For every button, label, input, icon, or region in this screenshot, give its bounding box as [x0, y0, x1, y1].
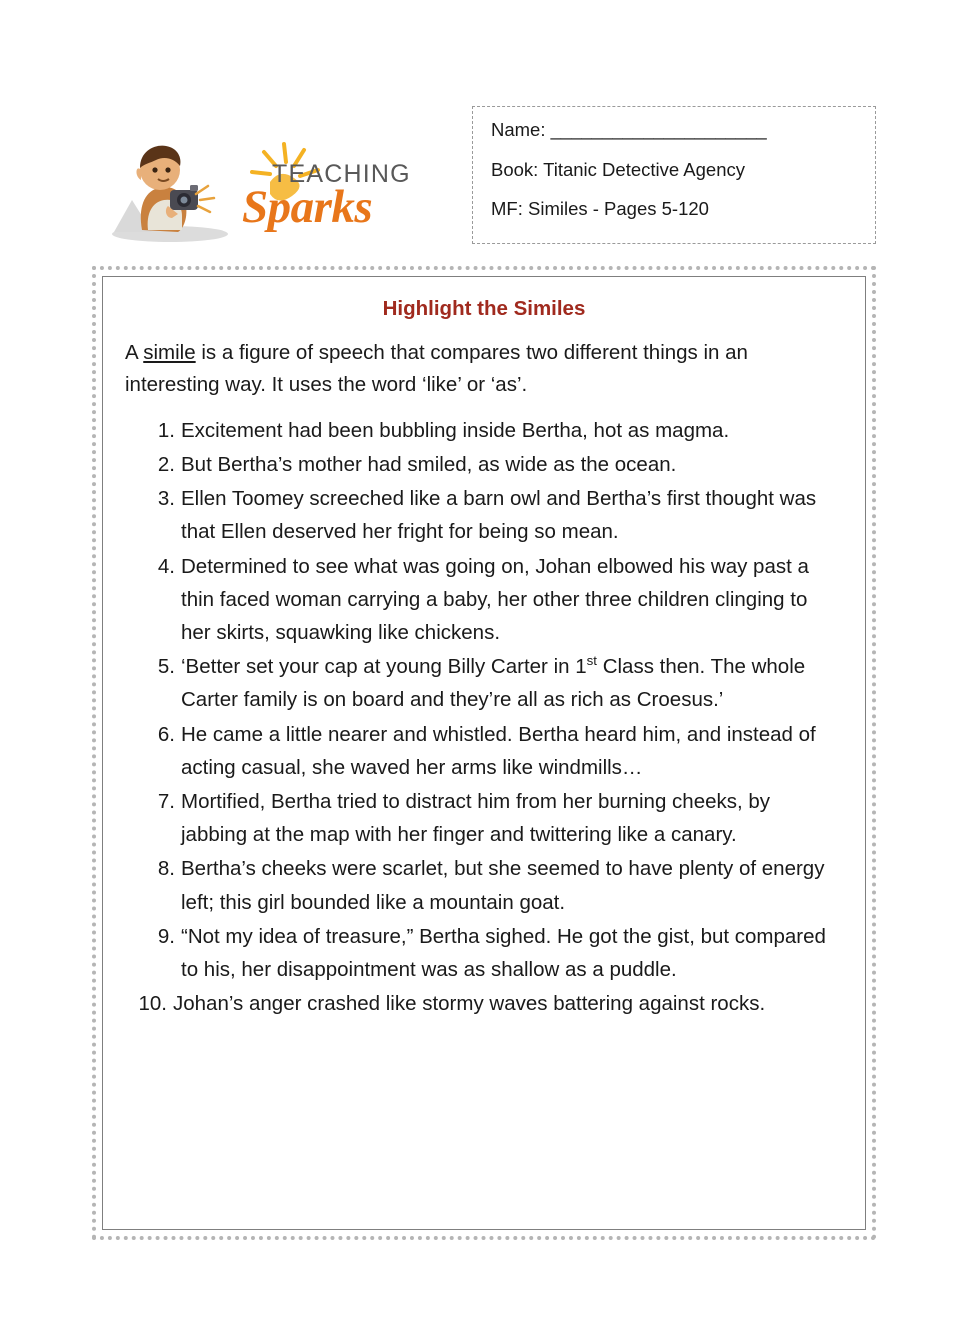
caveman-with-camera-icon [108, 134, 238, 244]
student-info-box [472, 106, 876, 244]
intro-underlined-term: simile [143, 341, 196, 364]
list-item[interactable]: Johan’s anger crashed like stormy waves battering against rocks. [173, 992, 766, 1016]
intro-before-text: A [125, 341, 144, 364]
ordinal-suffix: st [586, 653, 597, 669]
list-item[interactable]: ‘Better set your cap at young Billy Carter in 1st Class then. The whole Carter family is on board and they’re all as rich as Croesus.’ [181, 653, 806, 712]
page-title: Highlight the Similes [382, 297, 586, 320]
simile-list [125, 414, 843, 1021]
intro-after-text: is a figure of speech that compares two different things in an interesting way. It uses the word ‘like’ or ‘as’. [125, 341, 748, 397]
brand-logo [108, 104, 468, 244]
list-item[interactable]: Bertha’s cheeks were scarlet, but she seemed to have plenty of energy left; this girl bounded like a mountain goat. [181, 857, 825, 914]
list-item[interactable]: Mortified, Bertha tried to distract him from her burning cheeks, by jabbing at the map with her finger and twittering like a canary. [181, 789, 771, 847]
list-item[interactable]: Determined to see what was going on, Johan elbowed his way past a thin faced woman carrying a baby, her other three children clinging to her skirts, squawking like chickens. [181, 554, 809, 644]
logo-wordmark [234, 138, 474, 238]
mf-line: MF: Similes - Pages 5-120 [491, 198, 709, 219]
list-item[interactable]: Excitement had been bubbling inside Bertha, hot as magma. [181, 418, 730, 442]
name-field-line[interactable]: Name: _____________________ [491, 119, 767, 140]
intro-paragraph [125, 337, 843, 402]
list-item[interactable]: He came a little nearer and whistled. Bertha heard him, and instead of acting casual, she waved her arms like windmills… [181, 722, 816, 779]
list-item[interactable]: But Bertha’s mother had smiled, as wide as the ocean. [181, 452, 677, 476]
worksheet-content-inner [102, 276, 866, 1230]
list-item[interactable]: “Not my idea of treasure,” Bertha sighed. He got the gist, but compared to his, her disappointment was as shallow as a puddle. [181, 924, 826, 981]
logo-sparks-text: Sparks [242, 181, 373, 233]
book-line: Book: Titanic Detective Agency [491, 158, 745, 180]
worksheet-content-box [92, 266, 876, 1240]
logo-teaching-text: TEACHING [272, 160, 411, 188]
page-header [0, 96, 966, 256]
list-item[interactable]: Ellen Toomey screeched like a barn owl and Bertha’s first thought was that Ellen deserved her fright for being so mean. [181, 487, 817, 544]
